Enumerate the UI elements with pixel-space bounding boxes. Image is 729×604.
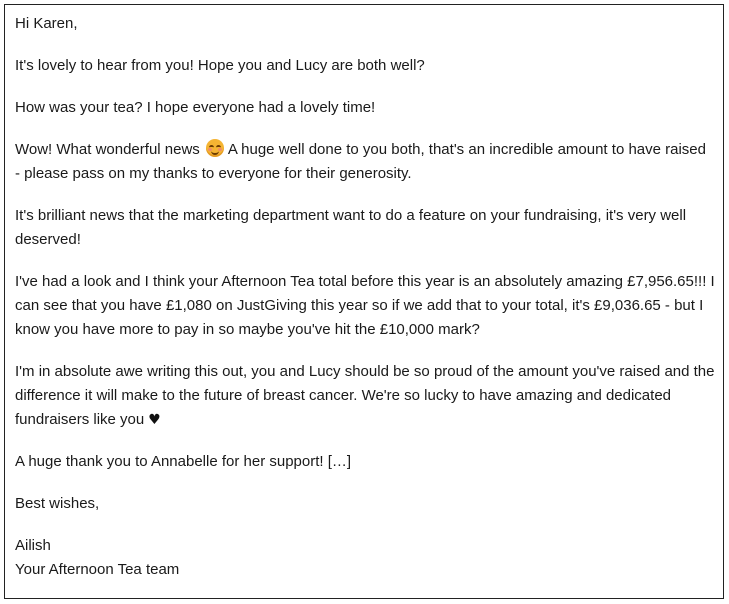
- signoff: Best wishes,: [15, 495, 100, 512]
- paragraph-4: It's brilliant news that the marketing department want to do a feature on your fundraising, it's very well deserved!: [15, 207, 687, 248]
- paragraph-1: It's lovely to hear from you! Hope you and Lucy are both well?: [15, 57, 425, 74]
- paragraph-6-text: I'm in absolute awe writing this out, you and Lucy should be so proud of the amount you've raised and the difference it will make to the future of breast cancer. We're so lucky to have amazing and dedicated fundraisers like you: [15, 363, 715, 428]
- signature-name: Ailish: [15, 537, 51, 554]
- paragraph-6: [15, 360, 715, 432]
- paragraph-5: I've had a look and I think your Afternoon Tea total before this year is an absolutely amazing £7,956.65!!! I can see that you have £1,080 on JustGiving this year so if we add that to your total, it's £9,036.65 - but I know you have more to pay in so maybe you've hit the £10,000 mark?: [15, 273, 715, 338]
- paragraph-3-end: A huge well done to you both, that's an incredible amount to have raised - please pass on my thanks to everyone for their generosity.: [15, 141, 706, 182]
- smiling-face-icon: [206, 139, 224, 157]
- greeting: Hi Karen,: [15, 15, 78, 32]
- paragraph-3-start: Wow! What wonderful news: [15, 141, 200, 158]
- paragraph-2: How was your tea? I hope everyone had a lovely time!: [15, 99, 376, 116]
- signature-team: Your Afternoon Tea team: [15, 561, 180, 578]
- paragraph-3: [15, 138, 715, 186]
- email-body: [15, 12, 715, 582]
- paragraph-7: A huge thank you to Annabelle for her support! […]: [15, 453, 352, 470]
- email-frame: [4, 4, 724, 599]
- black-heart-icon: ♥: [148, 412, 161, 428]
